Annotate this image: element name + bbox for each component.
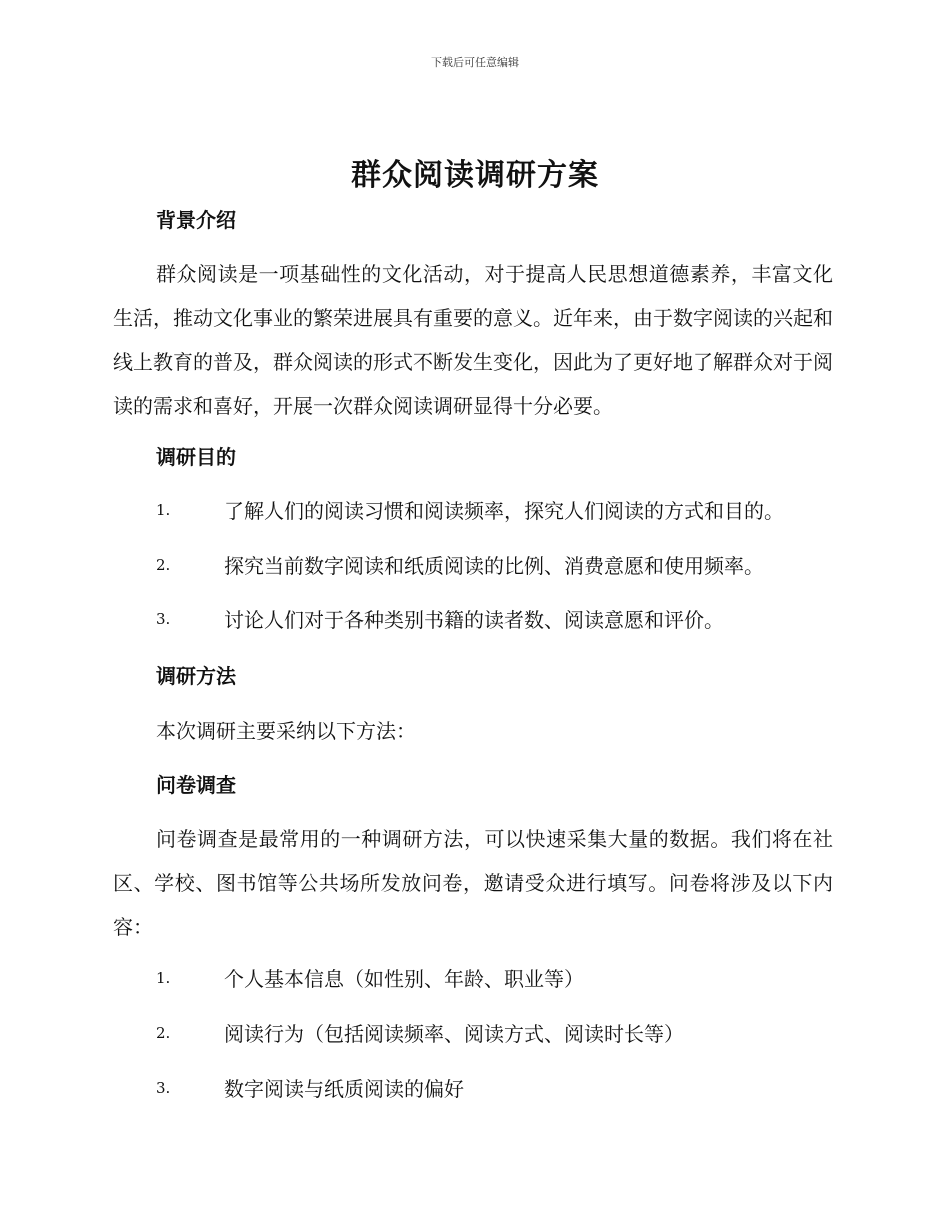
list-item-number: 2. xyxy=(156,1024,171,1042)
document-title: 群众阅读调研方案 xyxy=(351,158,599,193)
list-item xyxy=(156,497,856,525)
heading-method: 调研方法 xyxy=(156,664,236,688)
list-item-text: 个人基本信息（如性别、年龄、职业等） xyxy=(224,967,584,991)
list-item-text: 阅读行为（包括阅读频率、阅读方式、阅读时长等） xyxy=(224,1022,684,1046)
heading-purpose: 调研目的 xyxy=(156,445,236,469)
method-intro: 本次调研主要采纳以下方法： xyxy=(156,719,416,743)
list-item xyxy=(156,965,856,993)
list-item xyxy=(156,606,856,634)
paragraph-background: 群众阅读是一项基础性的文化活动，对于提高人民思想道德素养，丰富文化生活，推动文化事业的繁荣进展具有重要的意义。近年来，由于数字阅读的兴起和线上教育的普及，群众阅读的形式不断发生变化，因此为了更好地了解群众对于阅读的需求和喜好，开展一次群众阅读调研显得十分必要。 xyxy=(113,262,833,418)
list-item-text: 讨论人们对于各种类别书籍的读者数、阅读意愿和评价。 xyxy=(224,608,724,632)
list-item xyxy=(156,1020,856,1048)
paragraph-survey: 问卷调查是最常用的一种调研方法，可以快速采集大量的数据。我们将在社区、学校、图书馆等公共场所发放问卷，邀请受众进行填写。问卷将涉及以下内容： xyxy=(113,827,833,939)
list-item-number: 1. xyxy=(156,969,171,987)
list-item-number: 3. xyxy=(156,1079,171,1097)
header-note: 下载后可任意编辑 xyxy=(431,56,519,69)
heading-survey: 问卷调查 xyxy=(156,773,236,797)
list-item-text: 数字阅读与纸质阅读的偏好 xyxy=(224,1077,464,1101)
list-item-text: 了解人们的阅读习惯和阅读频率，探究人们阅读的方式和目的。 xyxy=(224,499,784,523)
list-item-number: 2. xyxy=(156,556,171,574)
list-item-text: 探究当前数字阅读和纸质阅读的比例、消费意愿和使用频率。 xyxy=(224,554,764,578)
list-item-number: 3. xyxy=(156,610,171,628)
heading-background: 背景介绍 xyxy=(156,208,236,232)
list-item xyxy=(156,552,856,580)
list-item xyxy=(156,1075,856,1103)
list-item-number: 1. xyxy=(156,501,171,519)
